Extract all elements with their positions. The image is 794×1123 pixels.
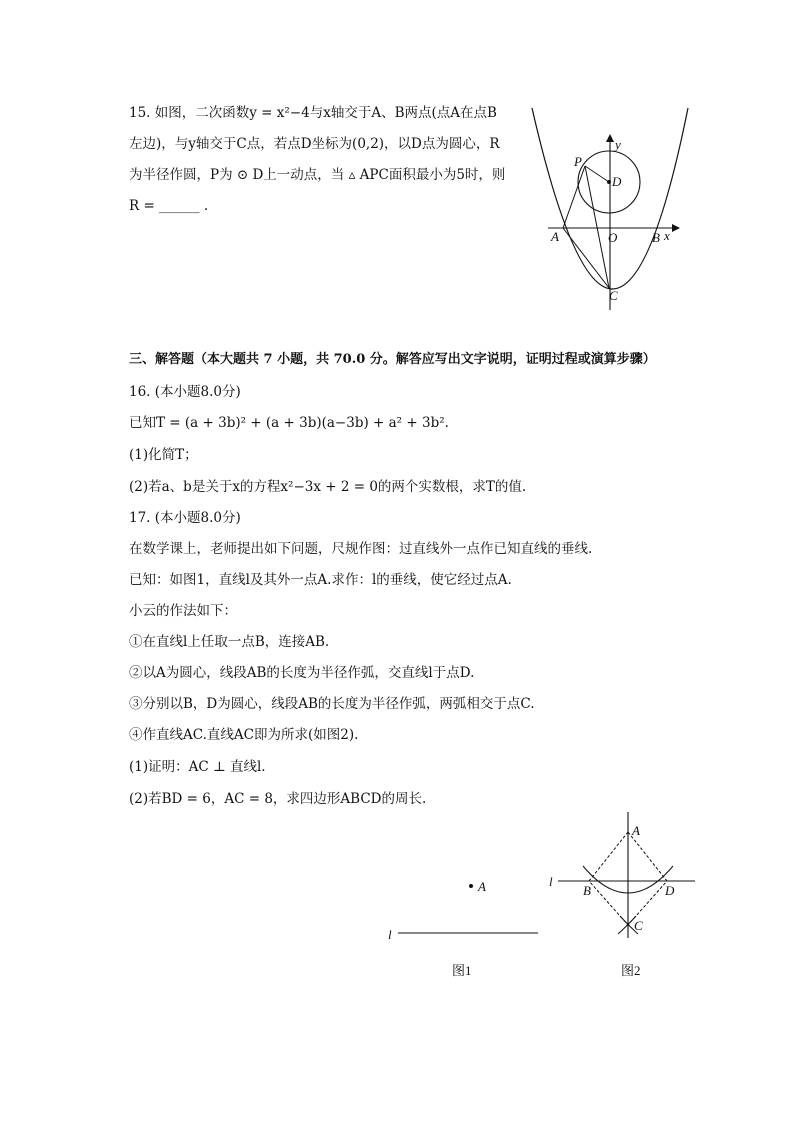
fig1-caption: 图1 xyxy=(452,963,472,978)
fig2-label-l: l xyxy=(549,874,553,889)
segment-pd xyxy=(585,166,609,182)
q15-line-4: R = ______ . xyxy=(129,198,209,214)
q17-figure-2 xyxy=(545,808,705,983)
q17-method-intro: 小云的作法如下： xyxy=(129,603,237,619)
q15-parabola-figure xyxy=(520,100,720,320)
y-axis-arrow xyxy=(606,134,614,142)
fig2-label-c: C xyxy=(634,918,643,933)
label-b: B xyxy=(652,230,660,245)
q17-step3: ③分别以B，D为圆心，线段AB的长度为半径作弧，两弧相交于点C. xyxy=(129,696,535,712)
q17-part2: (2)若BD = 6，AC = 8，求四边形ABCD的周长. xyxy=(129,791,427,807)
label-p: P xyxy=(574,154,582,169)
label-o: O xyxy=(608,230,618,245)
q15-line-1: 15. 如图，二次函数y = x²−4与x轴交于A、B两点(点A在点B xyxy=(129,105,497,121)
q17-given: 已知：如图1，直线l及其外一点A.求作：l的垂线，使它经过点A. xyxy=(129,572,512,588)
q17-step1: ①在直线l上任取一点B，连接AB. xyxy=(129,634,330,650)
fig1-point-a xyxy=(469,884,473,888)
section-3-heading: 三、解答题（本大题共 7 小题，共 70.0 分。解答应写出文字说明，证明过程或演算步骤） xyxy=(129,352,656,367)
label-x: x xyxy=(664,228,670,243)
x-axis-arrow xyxy=(672,224,680,232)
fig1-label-a: A xyxy=(478,879,486,894)
label-d: D xyxy=(612,174,622,189)
q15-line-2: 左边)，与y轴交于C点，若点D坐标为(0,2)，以D点为圆心，R xyxy=(129,136,500,152)
q16-title: 16. (本小题8.0分) xyxy=(129,384,241,400)
label-y: y xyxy=(615,137,621,152)
q17-title: 17. (本小题8.0分) xyxy=(129,510,241,526)
segment-ac xyxy=(563,228,609,288)
q17-figure-1 xyxy=(380,870,550,980)
q16-stem: 已知T = (a + 3b)² + (a + 3b)(a−3b) + a² + 3b². xyxy=(129,415,449,431)
segment-pc xyxy=(585,166,609,288)
fig2-label-b: B xyxy=(583,883,591,898)
fig1-label-l: l xyxy=(388,927,392,942)
q16-part2: (2)若a、b是关于x的方程x²−3x + 2 = 0的两个实数根，求T的值. xyxy=(129,479,527,495)
q17-step2: ②以A为圆心，线段AB的长度为半径作弧，交直线l于点D. xyxy=(129,665,475,681)
label-c: C xyxy=(609,288,618,303)
q17-intro: 在数学课上，老师提出如下问题，尺规作图：过直线外一点作已知直线的垂线. xyxy=(129,541,593,557)
fig2-label-d: D xyxy=(665,883,675,898)
fig2-caption: 图2 xyxy=(621,963,641,978)
q17-part1: (1)证明：AC ⊥ 直线l. xyxy=(129,759,266,775)
q15-line-3: 为半径作圆，P为 ⊙ D上一动点，当 ▵ APC面积最小为5时，则 xyxy=(129,167,506,183)
label-a: A xyxy=(551,229,559,244)
fig2-label-a: A xyxy=(632,823,640,838)
q16-part1: (1)化简T； xyxy=(129,447,198,463)
q17-step4: ④作直线AC.直线AC即为所求(如图2). xyxy=(129,727,359,743)
